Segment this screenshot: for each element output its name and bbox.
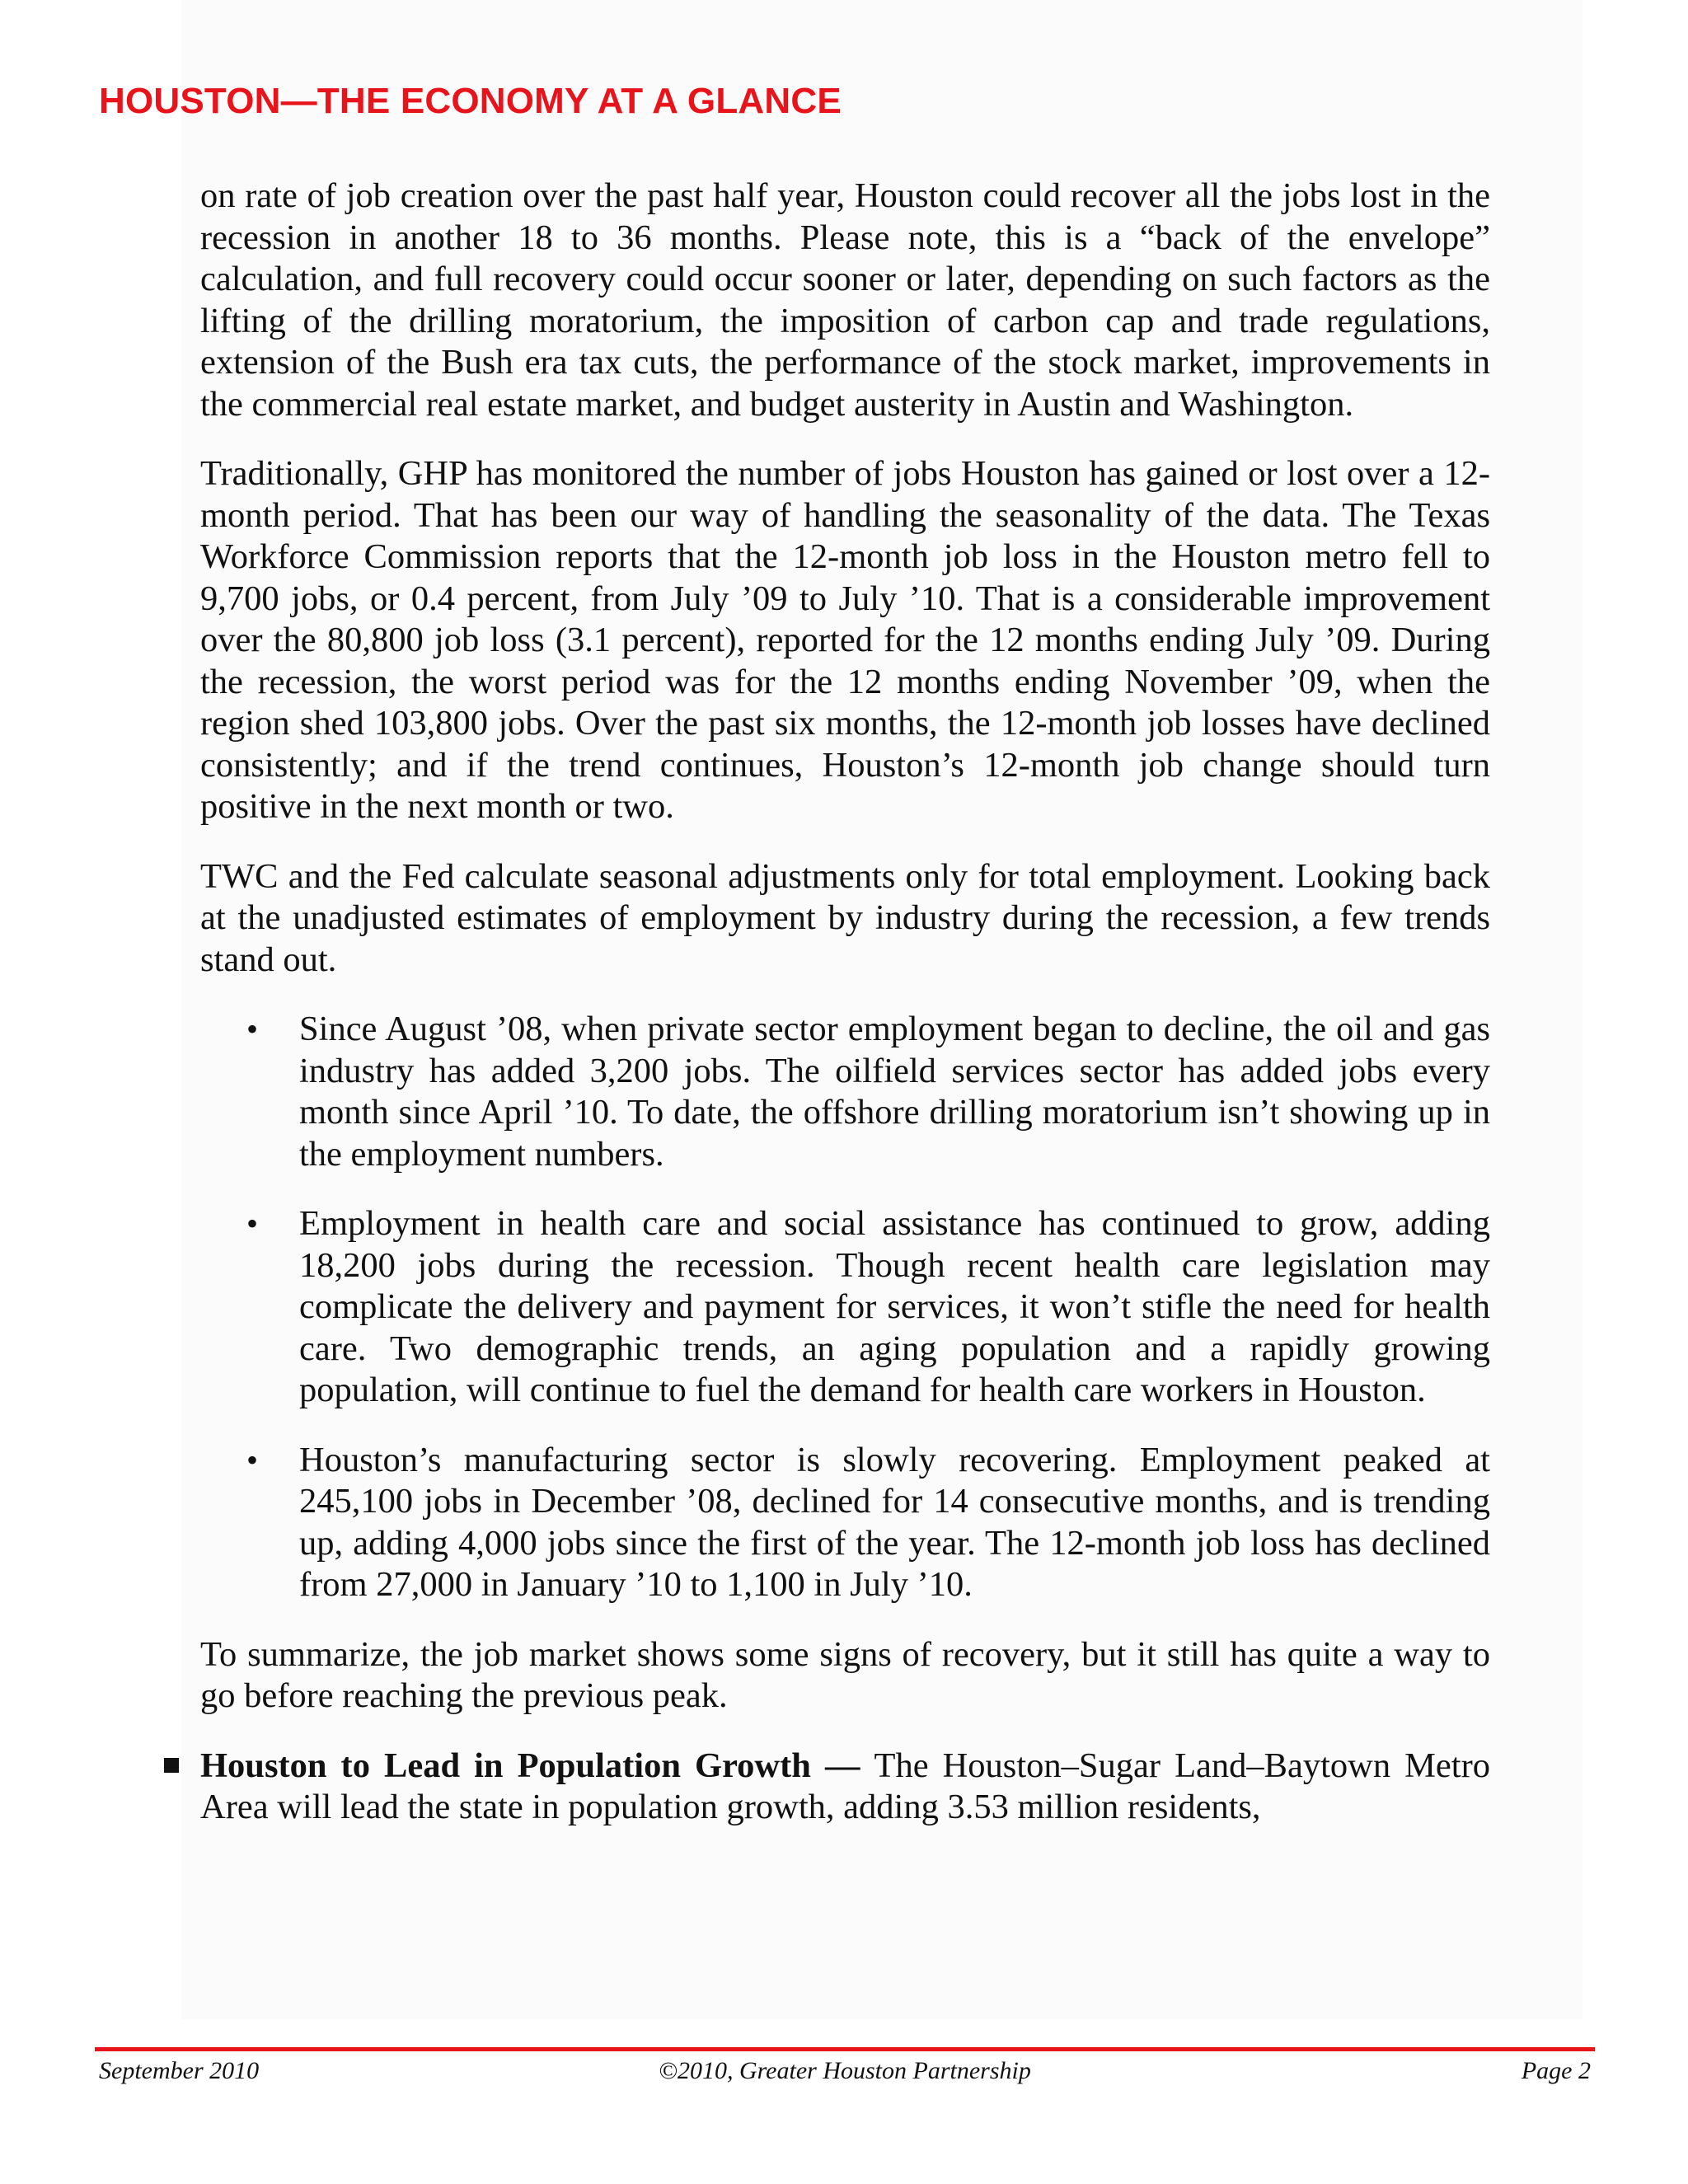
- section-dash: —: [810, 1746, 874, 1785]
- list-item-text: Houston’s manufacturing sector is slowly recovering. Employment peaked at 245,100 jobs in December ’08, declined for 14 consecutive months, and is trending up, adding 4,000 jobs since the first of the year. The 12-month job loss has declined from 27,000 in January ’10 to 1,100 in July ’10.: [299, 1440, 1490, 1604]
- bullet-icon: •: [246, 1441, 259, 1479]
- section-text: The Houston–Sugar Land–Baytown Metro Area will lead the state in population growth, adding 3.53 million residents,: [200, 1746, 1490, 1826]
- page-title: HOUSTON—THE ECONOMY AT A GLANCE: [99, 81, 842, 121]
- bullet-icon: •: [246, 1010, 259, 1047]
- list-item-text: Employment in health care and social assistance has continued to grow, adding 18,200 jobs during the recession. Though recent health care legislation may complicate the delivery and payment for services, it won’t stifle the need for health care. Two demographic trends, an aging population and a rapidly growing population, will continue to fuel the demand for health care workers in Houston.: [299, 1204, 1490, 1409]
- footer-date: September 2010: [99, 2057, 260, 2084]
- paragraph-recovery-estimate: on rate of job creation over the past half year, Houston could recover all the jobs lost in the recession in another 18 to 36 months. Please note, this is a “back of the envelope” calculation, and full recovery could occur sooner or later, depending on such factors as the lifting of the drilling moratorium, the imposition of carbon cap and trade regulations, extension of the Bush era tax cuts, the performance of the stock market, improvements in the commercial real estate market, and budget austerity in Austin and Washington.: [200, 176, 1490, 424]
- page-footer: [99, 2057, 1591, 2090]
- list-item: [200, 1203, 1490, 1412]
- paragraph-seasonal-adjustments: TWC and the Fed calculate seasonal adjustments only for total employment. Looking back at the unadjusted estimates of employment by industry during the recession, a few trends stand out.: [200, 856, 1490, 979]
- paragraph-job-loss-trend: Traditionally, GHP has monitored the number of jobs Houston has gained or lost over a 12-month period. That has been our way of handling the seasonality of the data. The Texas Workforce Commission reports that the 12-month job loss in the Houston metro fell to 9,700 jobs, or 0.4 percent, from July ’09 to July ’10. That is a considerable improvement over the 80,800 job loss (3.1 percent), reported for the 12 months ending July ’09. During the recession, the worst period was for the 12 months ending November ’09, when the region shed 103,800 jobs. Over the past six months, the 12-month job losses have declined consistently; and if the trend continues, Houston’s 12-month job change should turn positive in the next month or two.: [200, 454, 1490, 826]
- list-item: [200, 1440, 1490, 1606]
- footer-page-number: Page 2: [1521, 2057, 1591, 2084]
- industry-trends-list: [200, 1009, 1490, 1606]
- footer-divider: [95, 2047, 1595, 2051]
- list-item: [200, 1009, 1490, 1175]
- square-bullet-icon: [164, 1758, 179, 1773]
- section-heading: Houston to Lead in Population Growth: [200, 1746, 811, 1785]
- bullet-icon: •: [246, 1205, 259, 1242]
- article-body: [200, 176, 1490, 1829]
- paragraph-summary: To summarize, the job market shows some signs of recovery, but it still has quite a way to go before reaching the previous peak.: [200, 1634, 1490, 1715]
- population-growth-section: [200, 1746, 1490, 1829]
- footer-copyright: ©2010, Greater Houston Partnership: [659, 2057, 1031, 2084]
- list-item-text: Since August ’08, when private sector employment began to decline, the oil and gas industry has added 3,200 jobs. The oilfield services sector has added jobs every month since April ’10. To date, the offshore drilling moratorium isn’t showing up in the employment numbers.: [299, 1010, 1490, 1174]
